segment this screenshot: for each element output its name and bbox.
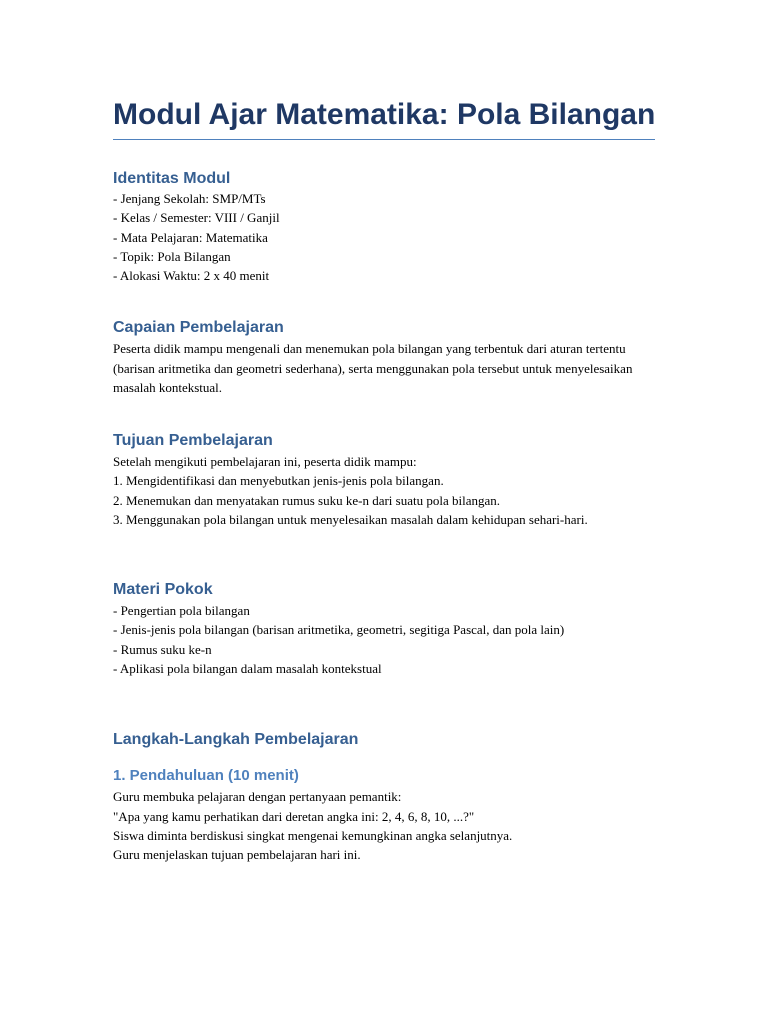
section-heading-langkah: Langkah-Langkah Pembelajaran: [113, 731, 359, 749]
document-page: [113, 96, 655, 865]
paragraph-line: Guru menjelaskan tujuan pembelajaran hari ini.: [113, 847, 361, 863]
section-identitas: [113, 169, 655, 285]
paragraph-line: Guru membuka pelajaran dengan pertanyaan pemantik:: [113, 789, 402, 805]
section-tujuan: [113, 431, 655, 529]
list-item: - Kelas / Semester: VIII / Ganjil: [113, 210, 280, 226]
list-item: - Rumus suku ke-n: [113, 641, 212, 657]
list-item: 3. Menggunakan pola bilangan untuk menyelesaikan masalah dalam kehidupan sehari-hari.: [113, 511, 588, 527]
paragraph: Peserta didik mampu mengenali dan menemukan pola bilangan yang terbentuk dari aturan tertentu (barisan aritmetika dan geometri sederhana), serta menggunakan pola tersebut untuk menyelesaikan masalah kontekstual.: [113, 341, 633, 396]
paragraph-line: Siswa diminta berdiskusi singkat mengenai kemungkinan angka selanjutnya.: [113, 827, 513, 843]
list-item: - Jenjang Sekolah: SMP/MTs: [113, 191, 266, 206]
list-item: - Pengertian pola bilangan: [113, 603, 250, 619]
list-item: - Jenis-jenis pola bilangan (barisan aritmetika, geometri, segitiga Pascal, dan pola lain): [113, 622, 565, 638]
document-title: Modul Ajar Matematika: Pola Bilangan: [113, 96, 655, 140]
list-item: - Aplikasi pola bilangan dalam masalah kontekstual: [113, 661, 382, 677]
list-item: 1. Mengidentifikasi dan menyebutkan jenis-jenis pola bilangan.: [113, 473, 444, 489]
section-heading-materi: Materi Pokok: [113, 581, 213, 599]
section-materi: [113, 580, 655, 678]
section-capaian: [113, 318, 655, 398]
list-item: - Topik: Pola Bilangan: [113, 248, 231, 264]
paragraph-line: "Apa yang kamu perhatikan dari deretan angka ini: 2, 4, 6, 8, 10, ...?": [113, 808, 475, 824]
section-heading-tujuan: Tujuan Pembelajaran: [113, 431, 273, 449]
list-item: 2. Menemukan dan menyatakan rumus suku ke-n dari suatu pola bilangan.: [113, 492, 501, 508]
section-heading-identitas: Identitas Modul: [113, 170, 231, 187]
intro-text: Setelah mengikuti pembelajaran ini, peserta didik mampu:: [113, 453, 417, 469]
section-heading-capaian: Capaian Pembelajaran: [113, 319, 284, 337]
list-item: - Alokasi Waktu: 2 x 40 menit: [113, 268, 270, 284]
subsection-heading-pendahuluan: 1. Pendahuluan (10 menit): [113, 767, 299, 785]
section-langkah: [113, 730, 655, 864]
list-item: - Mata Pelajaran: Matematika: [113, 229, 268, 245]
